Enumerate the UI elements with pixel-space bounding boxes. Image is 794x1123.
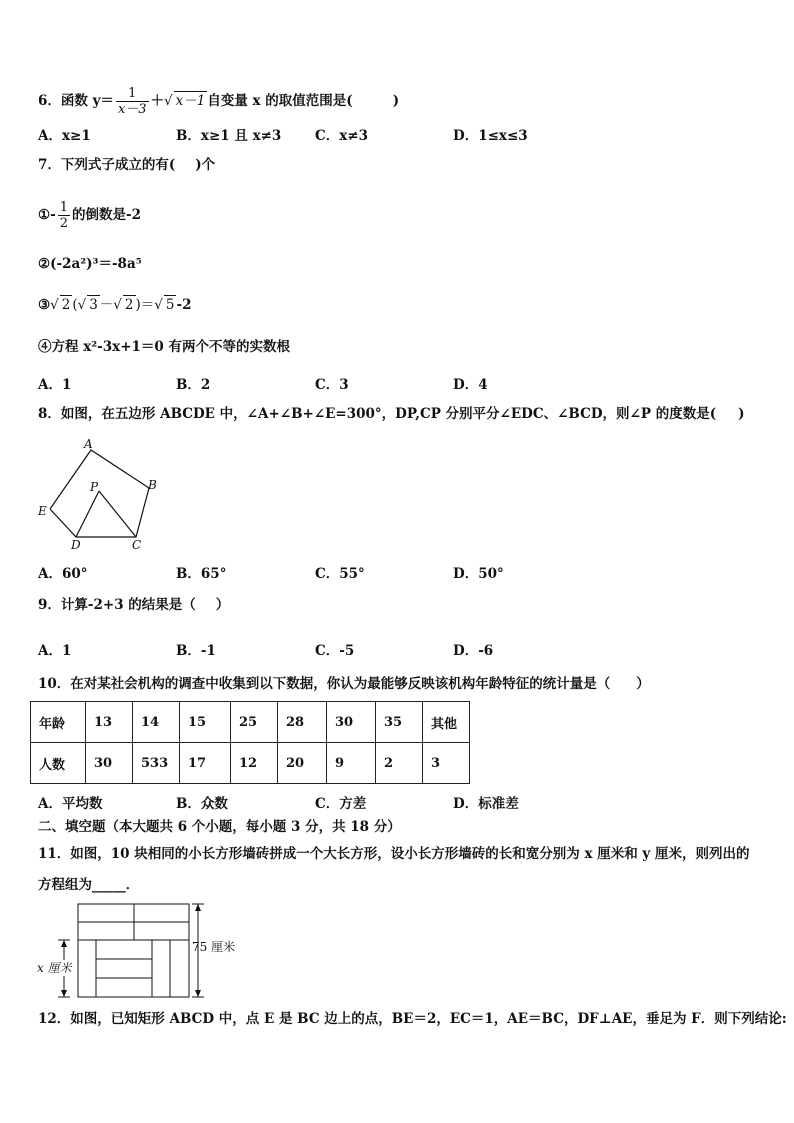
table-cell: 35	[376, 702, 423, 743]
table-cell: 30	[86, 743, 133, 784]
q8-stem-end: )	[738, 406, 745, 422]
q9-stem-text: 9．计算-2+3 的结果是（	[38, 597, 196, 613]
q6-prefix: 6．函数 y＝	[38, 93, 114, 109]
q8-stem-text: 8．如图，在五边形 ABCDE 中，∠A+∠B+∠E=300°，DP,CP 分别平分∠EDC、∠BCD，则∠P 的度数是(	[38, 406, 717, 422]
arrowhead-icon	[61, 990, 67, 997]
q7-option-b: B．2	[176, 377, 211, 393]
q7-s3-prefix: ③	[38, 297, 51, 313]
q7-s3-c: 2	[124, 297, 134, 313]
q6-radical-sign: √	[164, 93, 173, 109]
q7-option-c: C．3	[315, 377, 349, 393]
q10-stem-text: 10．在对某社会机构的调查中收集到以下数据，你认为最能够反映该机构年龄特征的统计量是（	[38, 676, 611, 692]
brick	[78, 922, 134, 940]
label-x-cm: x 厘米	[37, 961, 72, 975]
q7-s1-suffix: 的倒数是-2	[72, 207, 141, 223]
table-cell: 17	[180, 743, 231, 784]
q7-s1-den: 2	[59, 216, 68, 231]
table-cell: 533	[133, 743, 180, 784]
q6-option-a: A．x≥1	[38, 128, 91, 144]
pentagon-figure	[34, 436, 174, 551]
q10-stem-end: ）	[636, 676, 650, 692]
brick	[96, 940, 152, 959]
table-cell: 28	[278, 702, 327, 743]
q10-option-a: A．平均数	[38, 796, 103, 812]
q6-option-b: B．x≥1 且 x≠3	[176, 128, 282, 144]
q6-frac-num: 1	[116, 86, 149, 102]
vertex-label-p: P	[90, 480, 99, 494]
q6-frac-den: x－3	[117, 102, 147, 117]
table-row-count	[31, 743, 470, 784]
q6-stem	[38, 86, 399, 117]
segment-dp	[76, 491, 99, 537]
brick	[96, 978, 152, 997]
q11-stem-line2: 方程组为_____．	[38, 877, 140, 893]
table-cell: 12	[231, 743, 278, 784]
q6-fraction	[116, 86, 149, 117]
table-cell: 人数	[31, 743, 86, 784]
label-75cm: 75 厘米	[192, 940, 236, 954]
arrowhead-icon	[195, 990, 201, 997]
section-heading: 二、填空题（本大题共 6 个小题，每小题 3 分，共 18 分）	[38, 819, 401, 835]
table-cell: 20	[278, 743, 327, 784]
q8-option-a: A．60°	[38, 566, 88, 582]
q6-option-d: D．1≤x≤3	[453, 128, 528, 144]
q7-s3-radical-a: √	[50, 297, 59, 313]
table-cell: 13	[86, 702, 133, 743]
vertex-label-a: A	[84, 437, 93, 451]
table-cell: 15	[180, 702, 231, 743]
q10-option-b: B．众数	[176, 796, 228, 812]
q7-statement-4: ④方程 x²-3x+1＝0 有两个不等的实数根	[38, 339, 291, 355]
q9-option-a: A．1	[38, 643, 72, 659]
q7-s3-tail: -2	[176, 297, 192, 313]
q7-statement-3: ③√ 2 (√ 3 －√ 2 )＝√ 5 -2	[38, 297, 192, 313]
q7-s1-num: 1	[59, 200, 68, 215]
vertex-label-c: C	[132, 538, 142, 551]
q7-s3-radical-b: √	[77, 297, 87, 313]
q7-option-a: A．1	[38, 377, 72, 393]
arrowhead-icon	[195, 904, 201, 911]
segment-cp	[99, 491, 136, 537]
q6-option-c: C．x≠3	[315, 128, 368, 144]
table-row-age	[31, 702, 470, 743]
q7-stem-end: )个	[195, 157, 216, 173]
q7-s3-d: 5	[165, 297, 175, 313]
q9-stem-end: ）	[215, 597, 230, 613]
table-cell: 25	[231, 702, 278, 743]
q7-s1-prefix: ①-	[38, 207, 56, 223]
table-cell: 30	[327, 702, 376, 743]
q12-stem: 12．如图，已知矩形 ABCD 中，点 E 是 BC 边上的点，BE＝2，EC＝1，AE＝BC，DF⊥AE，垂足为 F．则下列结论:	[38, 1011, 787, 1027]
q6-sqrt-body: x－1	[175, 93, 206, 109]
q6-paren-close: )	[392, 93, 400, 109]
q7-s3-radical-d: √	[154, 297, 163, 313]
q10-data-table	[30, 701, 470, 784]
q7-statement-2: ②(-2a²)³＝-8a⁵	[38, 256, 142, 272]
table-cell: 9	[327, 743, 376, 784]
brick	[96, 959, 152, 978]
q7-stem-text: 7．下列式子成立的有(	[38, 157, 176, 173]
q8-option-b: B．65°	[176, 566, 227, 582]
brick	[134, 922, 189, 940]
brick-wall-figure	[34, 900, 244, 1000]
q7-s3-b: 3	[89, 297, 98, 313]
pentagon-outline	[50, 450, 149, 537]
q8-stem	[38, 405, 744, 423]
q10-stem	[38, 675, 650, 693]
q7-stem	[38, 156, 215, 174]
q10-option-d: D．标准差	[453, 796, 519, 812]
q11-stem: 11．如图，10 块相同的小长方形墙砖拼成一个大长方形，设小长方形墙砖的长和宽分别为 x 厘米和 y 厘米，则列出的	[38, 846, 750, 862]
q9-option-b: B．-1	[176, 643, 216, 659]
brick	[78, 940, 96, 997]
q8-option-c: C．55°	[315, 566, 365, 582]
vertex-label-d: D	[71, 538, 81, 551]
q7-statement-1	[38, 200, 141, 231]
table-cell: 3	[423, 743, 470, 784]
q7-s1-fraction	[58, 200, 70, 231]
table-cell: 14	[133, 702, 180, 743]
brick	[78, 904, 134, 922]
q7-s3-radical-c: √	[113, 297, 122, 313]
q8-option-d: D．50°	[453, 566, 504, 582]
q6-plus: ＋	[150, 93, 165, 109]
brick	[170, 940, 189, 997]
q10-option-c: C．方差	[315, 796, 367, 812]
brick	[134, 904, 189, 922]
q6-suffix: 自变量 x 的取值范围是(	[207, 93, 353, 109]
q7-option-d: D．4	[453, 377, 488, 393]
vertex-label-e: E	[38, 504, 47, 518]
table-cell: 年龄	[31, 702, 86, 743]
q9-stem	[38, 596, 229, 614]
table-cell: 其他	[423, 702, 470, 743]
brick	[152, 940, 170, 997]
arrowhead-icon	[61, 940, 67, 947]
vertex-label-b: B	[148, 478, 157, 492]
q9-option-c: C．-5	[315, 643, 355, 659]
q7-s3-a: 2	[61, 297, 71, 313]
q9-option-d: D．-6	[453, 643, 494, 659]
table-cell: 2	[376, 743, 423, 784]
